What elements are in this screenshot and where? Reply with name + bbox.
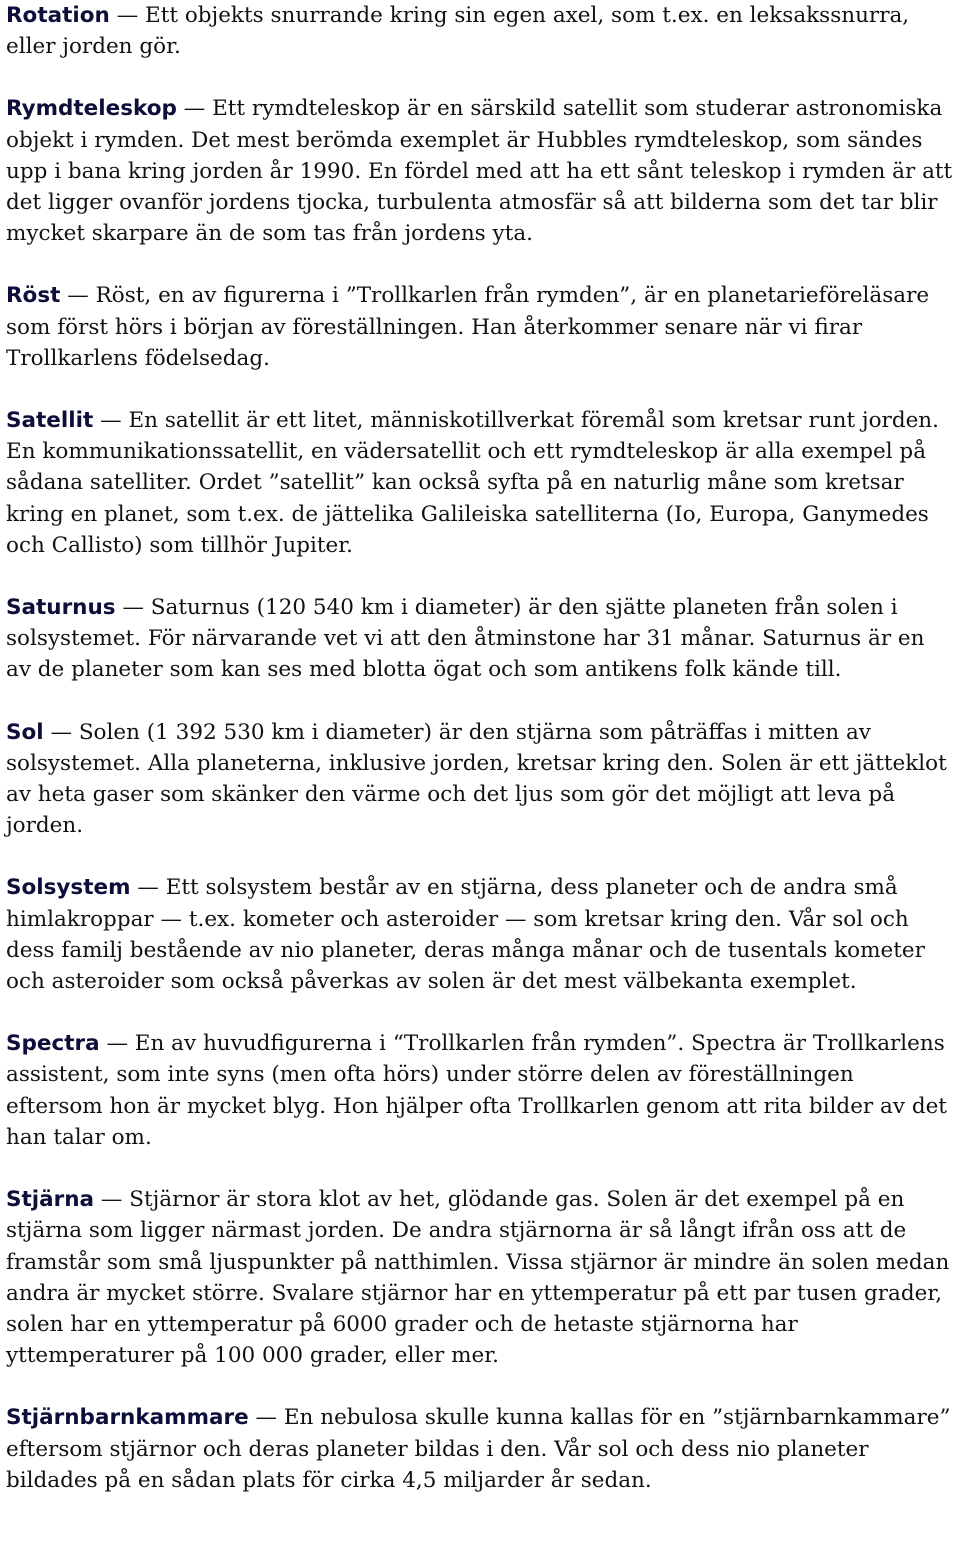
term-separator: —: [255, 1405, 278, 1431]
glossary-entry-solsystem: [6, 872, 956, 997]
term-separator: —: [106, 1031, 128, 1057]
glossary-term: Saturnus: [6, 595, 116, 621]
glossary-definition: Ett solsystem består av en stjärna, dess planeter och de andra små himlakroppar — t.ex. kometer och asteroider — som kretsar kring den. Vår sol och dess familj bestående av nio planeter, deras många månar och de tusentals kometer och asteroider som också påverkas av solen är det mest välbekanta exemplet.: [6, 875, 925, 995]
glossary-entry-rost: [6, 280, 956, 374]
glossary-term: Röst: [6, 283, 61, 309]
glossary-entry-saturnus: [6, 592, 956, 686]
glossary-entry-stjarna: [6, 1184, 956, 1371]
term-separator: —: [50, 719, 72, 745]
term-separator: —: [183, 96, 206, 122]
term-separator: —: [100, 408, 122, 434]
glossary-term: Sol: [6, 719, 44, 745]
glossary-definition: Röst, en av figurerna i ”Trollkarlen från rymden”, är en planetarieföreläsare som först hörs i början av föreställningen. Han återkommer senare när vi firar Trollkarlens födelsedag.: [6, 283, 930, 371]
glossary-entry-stjarnbarnkammare: [6, 1402, 956, 1496]
glossary-term: Solsystem: [6, 875, 131, 901]
glossary-term: Stjärnbarnkammare: [6, 1405, 249, 1431]
glossary-definition: Saturnus (120 540 km i diameter) är den sjätte planeten från solen i solsystemet. För närvarande vet vi att den åtminstone har 31 månar. Saturnus är en av de planeter som kan ses med blotta ögat och som antikens folk kände till.: [6, 595, 925, 683]
glossary-entry-satellit: [6, 405, 956, 561]
glossary-entry-rotation: [6, 0, 956, 62]
glossary-term: Stjärna: [6, 1187, 95, 1213]
term-separator: —: [100, 1187, 123, 1213]
glossary-term: Spectra: [6, 1031, 100, 1057]
glossary-definition: Stjärnor är stora klot av het, glödande gas. Solen är det exempel på en stjärna som ligger närmast jorden. De andra stjärnorna är så långt ifrån oss att de framstår som små ljuspunkter på natthimlen. Vissa stjärnor är mindre än solen medan andra är mycket större. Svalare stjärnor har en yttemperatur på ett par tusen grader, solen har en yttemperatur på 6000 grader och de hetaste stjärnorna har yttemperaturer på 100 000 grader, eller mer.: [6, 1187, 950, 1369]
glossary-entry-sol: [6, 717, 956, 842]
glossary-definition: En av huvudfigurerna i “Trollkarlen från rymden”. Spectra är Trollkarlens assistent, som inte syns (men ofta hörs) under större delen av föreställningen eftersom hon är mycket blyg. Hon hjälper ofta Trollkarlen genom att rita bilder av det han talar om.: [6, 1031, 947, 1150]
glossary-entry-rymdteleskop: [6, 93, 956, 249]
glossary-definition: Solen (1 392 530 km i diameter) är den stjärna som påträffas i mitten av solsystemet. Alla planeterna, inklusive jorden, kretsar kring den. Solen är ett jätteklot av heta gaser som skänker den värme och det ljus som gör det möjligt att leva på jorden.: [6, 719, 947, 839]
term-separator: —: [122, 595, 144, 621]
glossary-definition: Ett rymdteleskop är en särskild satellit som studerar astronomiska objekt i rymden. Det mest berömda exemplet är Hubbles rymdteleskop, som sändes upp i bana kring jorden år 1990. En fördel med att ha ett sånt teleskop i rymden är att det ligger ovanför jordens tjocka, turbulenta atmosfär så att bilderna som det tar blir mycket skarpare än de som tas från jordens yta.: [6, 96, 953, 247]
glossary-definition: En satellit är ett litet, människotillverkat föremål som kretsar runt jorden. En kommunikationssatellit, en vädersatellit och ett rymdteleskop är alla exempel på sådana satelliter. Ordet ”satellit” kan också syfta på en naturlig måne som kretsar kring en planet, som t.ex. de jättelika Galileiska satelliterna (Io, Europa, Ganymedes och Callisto) som tillhör Jupiter.: [6, 408, 939, 558]
glossary-definition: Ett objekts snurrande kring sin egen axel, som t.ex. en leksakssnurra, eller jorden gör.: [6, 3, 910, 60]
term-separator: —: [116, 3, 139, 28]
glossary-term: Rotation: [6, 3, 110, 28]
glossary-definition: En nebulosa skulle kunna kallas för en ”stjärnbarnkammare” eftersom stjärnor och deras planeter bildas i den. Vår sol och dess nio planeter bildades på en sådan plats för cirka 4,5 miljarder år sedan.: [6, 1405, 951, 1493]
term-separator: —: [137, 875, 159, 901]
glossary-term: Satellit: [6, 408, 94, 434]
term-separator: —: [67, 283, 89, 309]
glossary-page: [6, 0, 956, 1527]
glossary-term: Rymdteleskop: [6, 96, 177, 122]
glossary-entry-spectra: [6, 1028, 956, 1153]
